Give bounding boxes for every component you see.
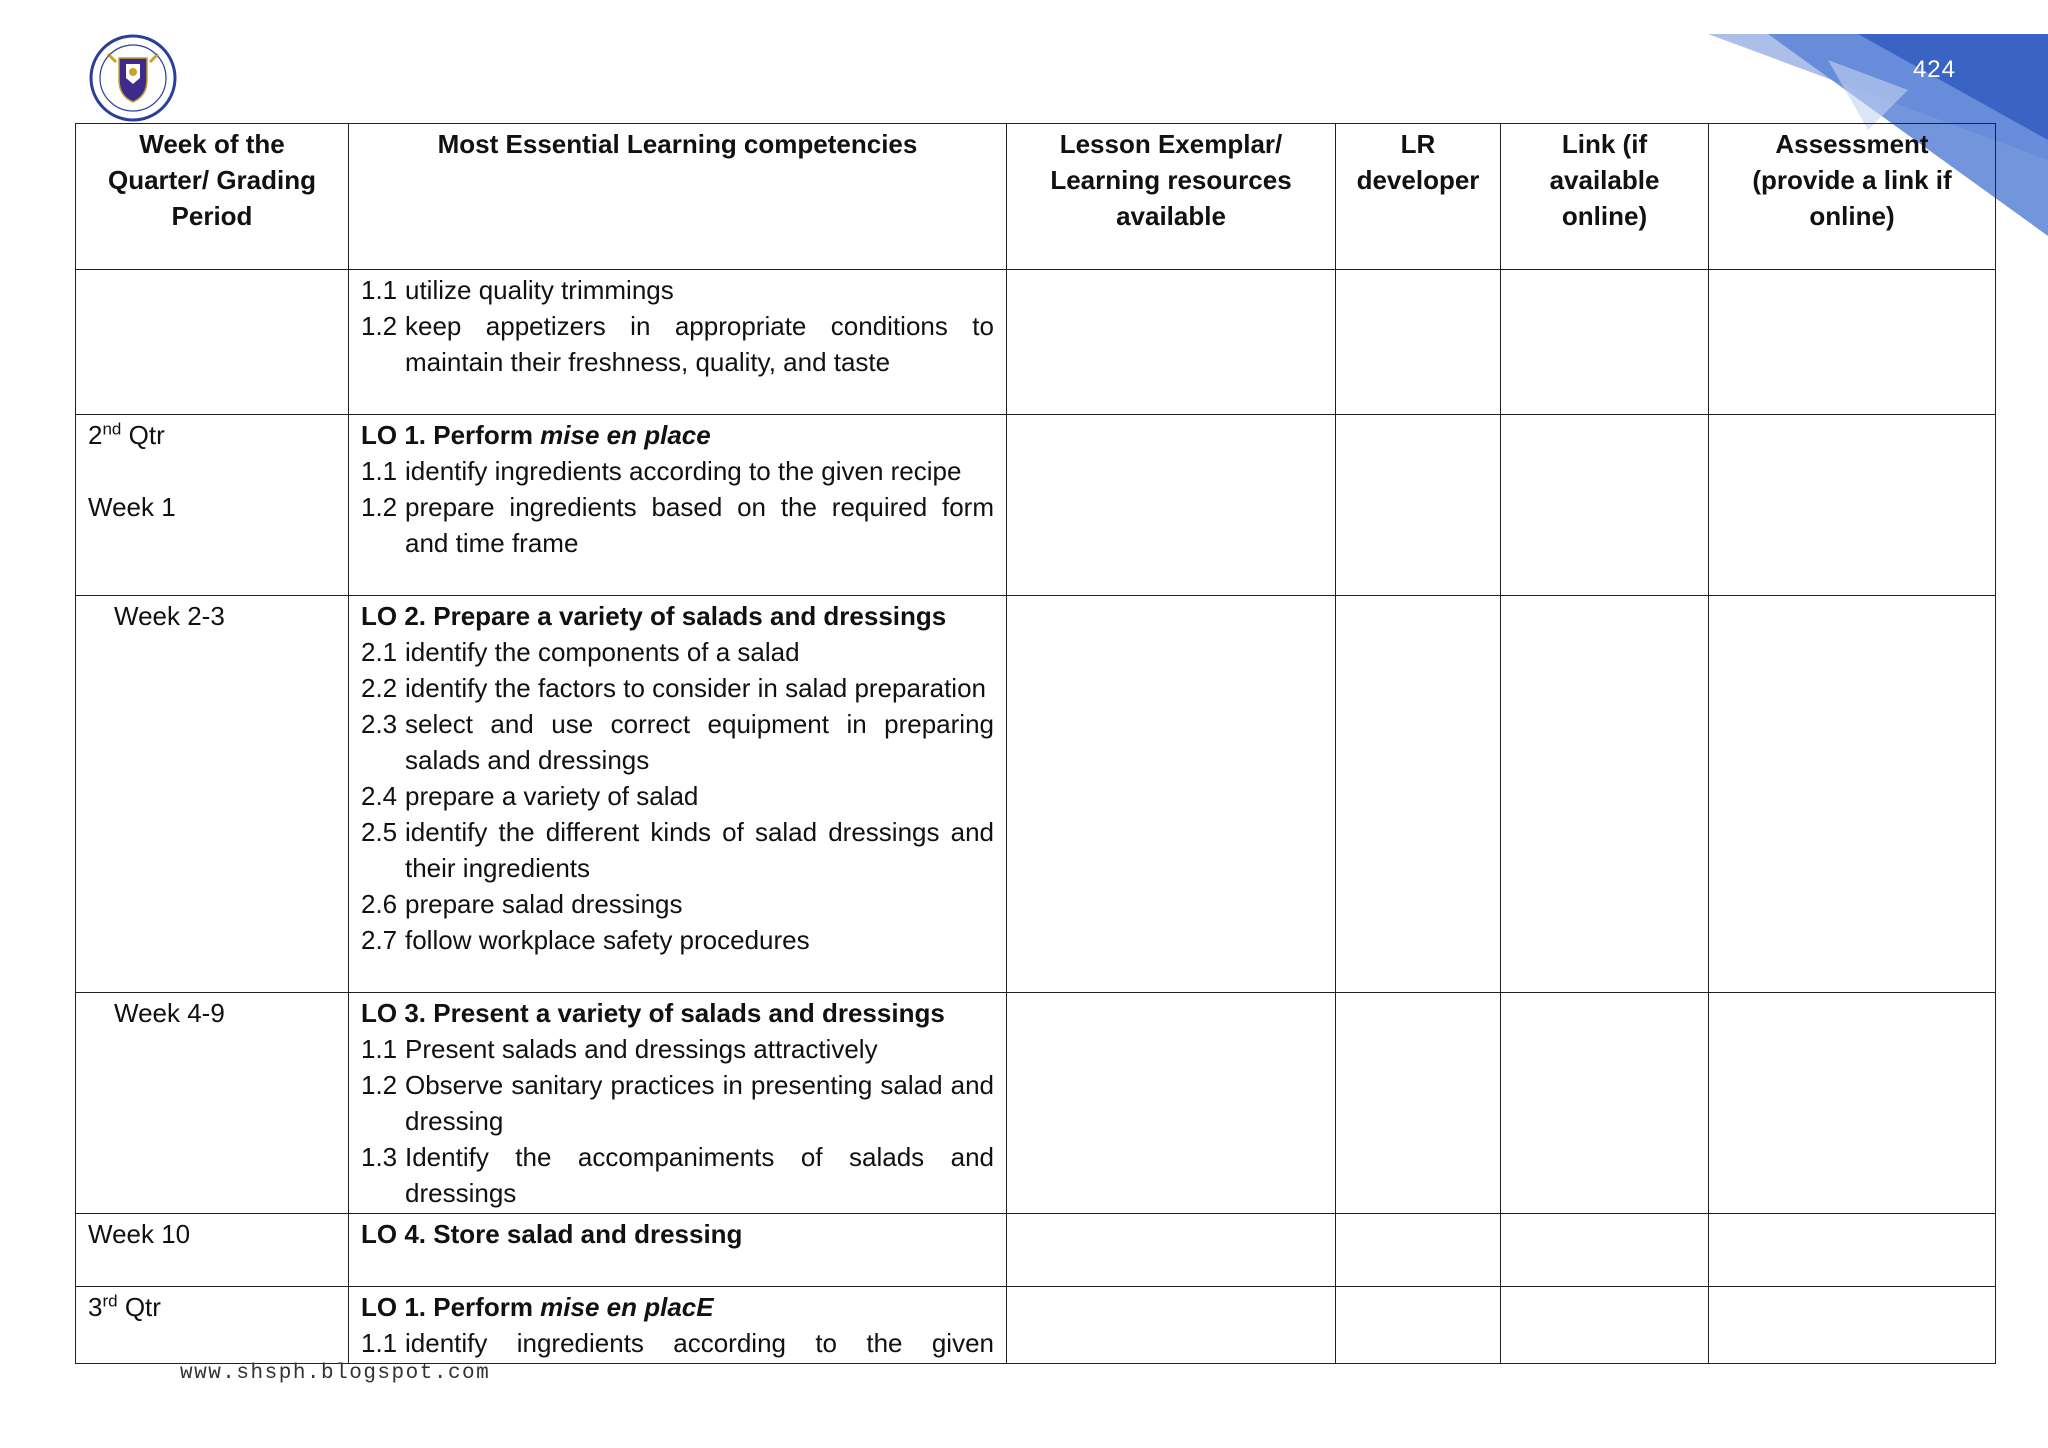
competency-item: 1.2 prepare ingredients based on the required form and time frame	[361, 492, 994, 558]
week-cell	[76, 415, 349, 596]
table-row	[76, 1287, 1996, 1364]
assessment-cell	[1709, 993, 1996, 1214]
assessment-cell	[1709, 1287, 1996, 1364]
competency-item: 2.5 identify the different kinds of salad dressings and their ingredients	[361, 817, 994, 883]
week-cell	[76, 596, 349, 993]
competency-item: 2.1 identify the components of a salad	[361, 637, 800, 667]
lo-title: LO 4. Store salad and dressing	[361, 1219, 743, 1249]
table-row	[76, 596, 1996, 993]
table-row	[76, 993, 1996, 1214]
competency-item: 1.2 keep appetizers in appropriate conditions to maintain their freshness, quality, and taste	[361, 311, 994, 377]
mlc-table	[75, 123, 1996, 1364]
week-label: Week 2-3	[114, 601, 225, 631]
lesson-exemplar-cell	[1007, 993, 1336, 1214]
competency-cell	[349, 1214, 1007, 1287]
quarter-label: 2nd Qtr	[88, 419, 165, 450]
lo-title: LO 1. Perform mise en placE	[361, 1292, 714, 1322]
lesson-exemplar-cell	[1007, 270, 1336, 415]
competency-item: 2.3 select and use correct equipment in preparing salads and dressings	[361, 709, 994, 775]
lr-developer-cell	[1336, 993, 1501, 1214]
quarter-label: 3rd Qtr	[88, 1291, 161, 1322]
competency-item: 2.6 prepare salad dressings	[361, 889, 683, 919]
link-cell	[1501, 1214, 1709, 1287]
competency-cell	[349, 993, 1007, 1214]
lesson-exemplar-cell	[1007, 1214, 1336, 1287]
assessment-cell	[1709, 1214, 1996, 1287]
competency-cell	[349, 415, 1007, 596]
competency-item: 1.3 Identify the accompaniments of salads and dressings	[361, 1142, 994, 1208]
col-header-assessment: Assessment (provide a link if online)	[1709, 124, 1996, 270]
table-header-row	[76, 124, 1996, 270]
lesson-exemplar-cell	[1007, 596, 1336, 993]
col-header-competencies: Most Essential Learning competencies	[349, 124, 1007, 270]
assessment-cell	[1709, 596, 1996, 993]
lr-developer-cell	[1336, 1287, 1501, 1364]
table-row	[76, 1214, 1996, 1287]
week-label: Week 10	[88, 1219, 191, 1249]
deped-seal-logo	[86, 34, 180, 122]
competency-item: 1.1 identify ingredients according to the given recipe	[361, 456, 962, 486]
link-cell	[1501, 596, 1709, 993]
footer-url: www.shsph.blogspot.com	[180, 1362, 491, 1385]
lo-title: LO 3. Present a variety of salads and dressings	[361, 998, 945, 1028]
competency-item: 1.2 Observe sanitary practices in presenting salad and dressing	[361, 1070, 994, 1136]
lo-title: LO 2. Prepare a variety of salads and dressings	[361, 601, 947, 631]
week-label: Week 4-9	[114, 998, 225, 1028]
link-cell	[1501, 1287, 1709, 1364]
competency-item: 1.1 identify ingredients according to the given	[361, 1328, 994, 1358]
link-cell	[1501, 270, 1709, 415]
competency-cell	[349, 1287, 1007, 1364]
week-cell	[76, 1287, 349, 1364]
col-header-lesson-exemplar: Lesson Exemplar/ Learning resources available	[1007, 124, 1336, 270]
col-header-link: Link (if available online)	[1501, 124, 1709, 270]
competency-item: 1.1 Present salads and dressings attractively	[361, 1034, 878, 1064]
competency-item: 1.1 utilize quality trimmings	[361, 275, 674, 305]
competency-item: 2.2 identify the factors to consider in salad preparation	[361, 673, 987, 703]
competency-item: 2.7 follow workplace safety procedures	[361, 925, 810, 955]
week-cell	[76, 993, 349, 1214]
page-number: 424	[1912, 56, 1956, 83]
table-row	[76, 415, 1996, 596]
week-label: Week 1	[88, 492, 176, 522]
col-header-week: Week of the Quarter/ Grading Period	[76, 124, 349, 270]
lo-title: LO 1. Perform mise en place	[361, 420, 711, 450]
competency-item: 2.4 prepare a variety of salad	[361, 781, 699, 811]
lr-developer-cell	[1336, 270, 1501, 415]
lesson-exemplar-cell	[1007, 1287, 1336, 1364]
lr-developer-cell	[1336, 596, 1501, 993]
link-cell	[1501, 993, 1709, 1214]
link-cell	[1501, 415, 1709, 596]
week-cell	[76, 270, 349, 415]
lesson-exemplar-cell	[1007, 415, 1336, 596]
lr-developer-cell	[1336, 415, 1501, 596]
assessment-cell	[1709, 415, 1996, 596]
competency-cell	[349, 270, 1007, 415]
table-row	[76, 270, 1996, 415]
lr-developer-cell	[1336, 1214, 1501, 1287]
assessment-cell	[1709, 270, 1996, 415]
week-cell	[76, 1214, 349, 1287]
competency-cell	[349, 596, 1007, 993]
col-header-lr-developer: LR developer	[1336, 124, 1501, 270]
